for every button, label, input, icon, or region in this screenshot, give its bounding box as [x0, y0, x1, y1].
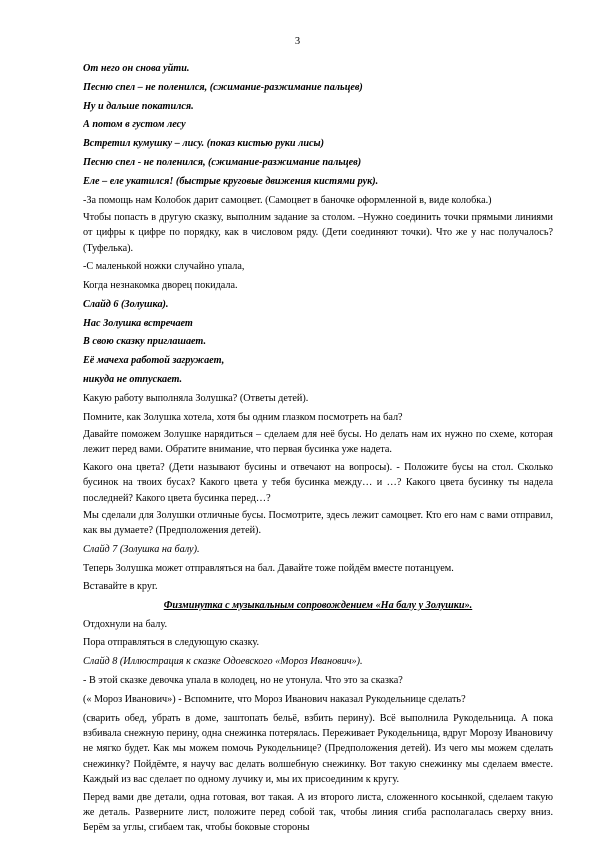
poem-line: Встретил кумушку – лису. (показ кистью руки лисы): [83, 138, 325, 150]
paragraph: (сварить обед, убрать в доме, заштопать бельё, взбить перину). Всё выполнила Рукодельница. А пока взбивала снежную перину, одна снежинка потерялась. Переживает Рукодельница, вдруг Морозу Ивановичу не мягко будет. Как мы можем помочь Рукодельнице? (Предположения детей). Из чего мы можем сделать снежинку? Пойдёмте, я научу вас делать волшебную снежинку. Вот такую снежинку мы сделаем вместе. Каждый из вас сделает по одному лучику и, мы их присоединим к кругу.: [83, 712, 553, 786]
text-line: (« Мороз Иванович») - Вспомните, что Мороз Иванович наказал Рукодельнице сделать?: [83, 693, 466, 705]
paragraph: Помните, как Золушка хотела, хотя бы одним глазком посмотреть на бал?: [83, 411, 403, 423]
poem-line: Песню спел - не поленился, (сжимание-разжимание пальцев): [83, 156, 362, 168]
paragraph: Мы сделали для Золушки отличные бусы. Посмотрите, здесь лежит самоцвет. Кто его нам с вами отправил, как вы думаете? (Предположения детей).: [83, 510, 553, 537]
slide-heading: Слайд 7 (Золушка на балу).: [83, 543, 200, 555]
text-line: - В этой сказке девочка упала в колодец, но не утонула. Что это за сказка?: [83, 675, 403, 687]
text-line: Пора отправляться в следующую сказку.: [83, 637, 260, 649]
paragraph: Чтобы попасть в другую сказку, выполним задание за столом. –Нужно соединить точки прямыми линиями от цифры к цифре по порядку, как в числовом ряду. (Дети соединяют точки). Что же у нас получалось? (Туфелька).: [83, 211, 553, 254]
document-body: [83, 60, 553, 838]
text-line: Отдохнули на балу.: [83, 618, 167, 630]
text-line: Вставайте в круг.: [83, 581, 158, 593]
slide-heading: Слайд 8 (Иллюстрация к сказке Одоевского «Мороз Иванович»).: [83, 656, 363, 668]
paragraph: Перед вами две детали, одна готовая, вот такая. А из второго листа, сложенного косынкой, сделаем такую же деталь. Разверните лист, положите перед собой так, чтобы линия сгиба располагалась сверху вниз. Берём за углы, сгибаем так, чтобы боковые стороны: [83, 791, 553, 834]
poem-line: Песню спел – не поленился, (сжимание-разжимание пальцев): [83, 81, 363, 93]
page-number: 3: [294, 36, 301, 47]
paragraph: Давайте поможем Золушке нарядиться – сделаем для неё бусы. Но делать нам их нужно по схеме, которая лежит перед вами. Обратите внимание, что первая бусинка уже надета.: [83, 428, 553, 456]
slide-heading: Слайд 6 (Золушка).: [83, 298, 169, 310]
section-heading: Физминутка с музыкальным сопровождением «На балу у Золушки».: [163, 599, 473, 611]
poem-line: никуда не отпускает.: [83, 373, 183, 385]
poem-line: Её мачеха работой загружает,: [83, 355, 225, 367]
poem-line: От него он снова уйти.: [83, 63, 190, 74]
poem-line: Еле – еле укатился! (быстрые круговые движения кистями рук).: [83, 175, 379, 187]
poem-line: Нас Золушка встречает: [83, 317, 193, 329]
poem-line: В свою сказку приглашает.: [83, 336, 207, 348]
riddle-line: Когда незнакомка дворец покидала.: [83, 280, 238, 291]
riddle-line: -С маленькой ножки случайно упала,: [83, 261, 245, 273]
poem-line: А потом в густом лесу: [83, 119, 186, 131]
paragraph: Какого она цвета? (Дети называют бусины и отвечают на вопросы). - Положите бусы на стол. Сколько бусинок на твоих бусах? Какого цвета у тебя бусинка между… и …? Какого цвета бусинку ты надела последней? Какого цвета бусинка перед…?: [83, 461, 553, 504]
poem-line: Ну и дальше покатился.: [83, 100, 194, 112]
paragraph: Теперь Золушка может отправляться на бал. Давайте тоже пойдём вместе потанцуем.: [83, 562, 454, 574]
paragraph: -За помощь нам Колобок дарит самоцвет. (Самоцвет в баночке оформленной в, виде колобка.): [83, 194, 492, 206]
text-line: Какую работу выполняла Золушка? (Ответы детей).: [83, 392, 309, 404]
